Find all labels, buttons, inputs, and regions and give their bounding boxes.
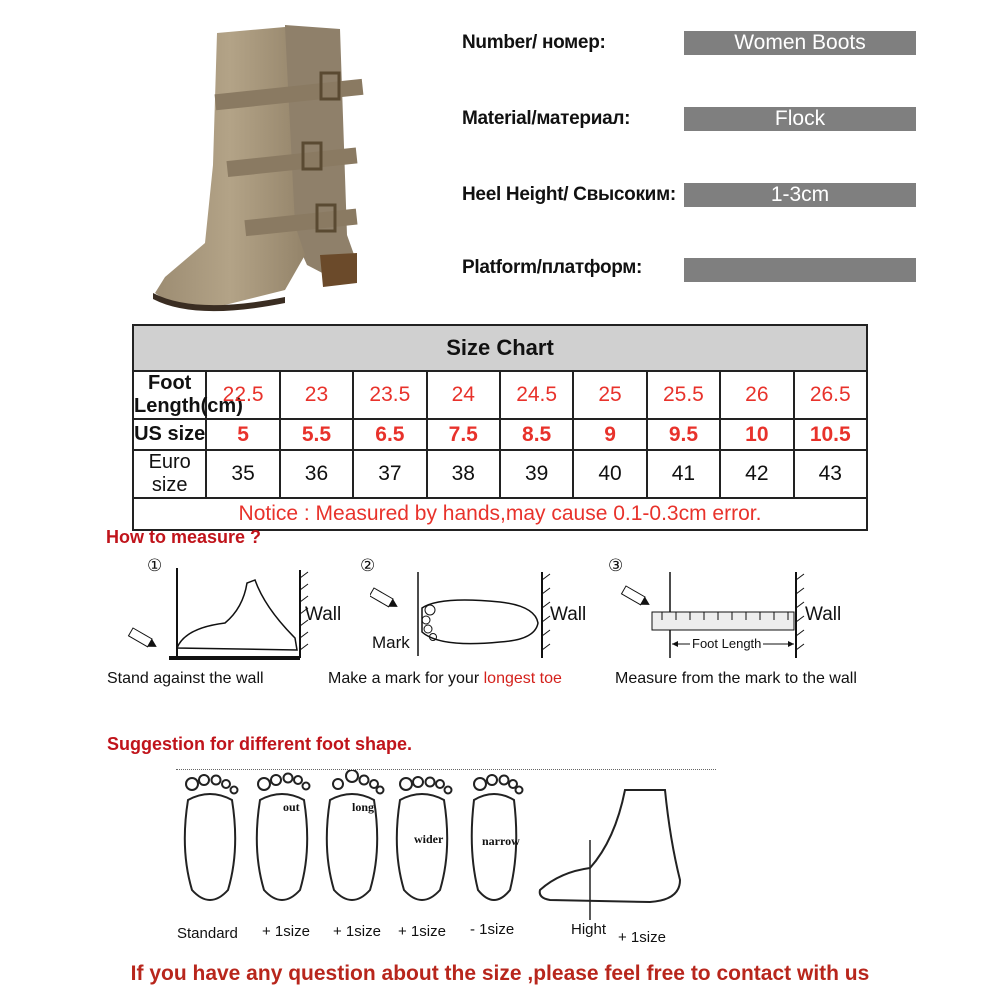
foot-length-row [133,371,867,419]
contact-footer: If you have any question about the size ,please feel free to contact with us [130,962,870,985]
spec-number-value: Women Boots [684,31,916,55]
us-size-cell: 10.5 [794,419,867,450]
euro-size-cell: 39 [500,450,573,498]
spec-material-label: Material/материал: [462,108,631,129]
foot-caption-out: + 1size [262,923,310,940]
step2-wall-label: Wall [550,604,587,625]
foot-caption-narrow: - 1size [470,921,515,938]
euro-size-cell: 41 [647,450,720,498]
us-size-label: US size [133,419,206,450]
step1-wall-label: Wall [305,604,342,625]
euro-size-cell: 42 [720,450,793,498]
euro-size-cell: 35 [206,450,279,498]
foot-shape-label-long: long [352,800,375,814]
foot-shape-label-narrow: narrow [482,834,520,848]
us-size-row [133,419,867,450]
foot-length-cell: 24.5 [500,371,573,419]
size-chart-notice: Notice : Measured by hands,may cause 0.1-0.3cm error. [133,498,867,530]
foot-caption-hight-size: + 1size [618,929,666,946]
step3-foot-length-label: Foot Length [692,636,762,651]
step3-wall-label: Wall [805,604,842,625]
us-size-cell: 5 [206,419,279,450]
step1-illustration [125,568,325,668]
euro-size-cell: 37 [353,450,426,498]
how-to-measure-title: How to measure ? [106,527,262,547]
euro-size-cell: 40 [573,450,646,498]
size-chart-table [132,324,868,531]
us-size-cell: 9 [573,419,646,450]
foot-caption-hight: Hight [571,921,607,938]
foot-length-cell: 25.5 [647,371,720,419]
foot-shape-label-out: out [283,800,300,814]
foot-length-cell: 26.5 [794,371,867,419]
foot-length-cell: 24 [427,371,500,419]
us-size-cell: 10 [720,419,793,450]
step2-caption-text: Make a mark for your [328,670,484,687]
spec-heel-value: 1-3cm [684,183,916,207]
spec-material-value: Flock [684,107,916,131]
step2-caption-highlight: longest toe [483,670,562,687]
foot-shapes-illustration [170,770,730,920]
spec-platform-value [684,258,916,282]
step3-caption: Measure from the mark to the wall [615,670,857,687]
foot-length-cell: 23 [280,371,353,419]
foot-shape-label-wider: wider [414,832,444,846]
foot-shape-title: Suggestion for different foot shape. [107,734,412,754]
spec-heel-label: Heel Height/ Свысоким: [462,184,676,205]
foot-caption-long: + 1size [333,923,381,940]
step2-number: ② [360,556,376,575]
euro-size-row [133,450,867,498]
us-size-cell: 8.5 [500,419,573,450]
us-size-cell: 5.5 [280,419,353,450]
euro-size-cell: 36 [280,450,353,498]
euro-size-cell: 43 [794,450,867,498]
foot-length-cell: 22.5 [206,371,279,419]
step3-number: ③ [608,556,624,575]
foot-length-label: Foot Length(cm) [134,372,243,417]
step2-mark-label: Mark [372,633,410,652]
foot-length-cell: 25 [573,371,646,419]
euro-size-cell: 38 [427,450,500,498]
size-chart-title: Size Chart [133,325,867,371]
step2-caption [328,670,562,688]
spec-platform-label: Platform/платформ: [462,257,643,278]
foot-caption-wider: + 1size [398,923,446,940]
spec-number-label: Number/ номер: [462,32,606,53]
us-size-cell: 9.5 [647,419,720,450]
step1-number: ① [147,556,163,575]
foot-length-cell: 23.5 [353,371,426,419]
step1-caption: Stand against the wall [107,670,264,687]
boot-photo [135,15,370,325]
us-size-cell: 7.5 [427,419,500,450]
us-size-cell: 6.5 [353,419,426,450]
foot-length-cell: 26 [720,371,793,419]
foot-caption-standard: Standard [177,925,238,942]
euro-size-label: Euro size [133,450,206,498]
